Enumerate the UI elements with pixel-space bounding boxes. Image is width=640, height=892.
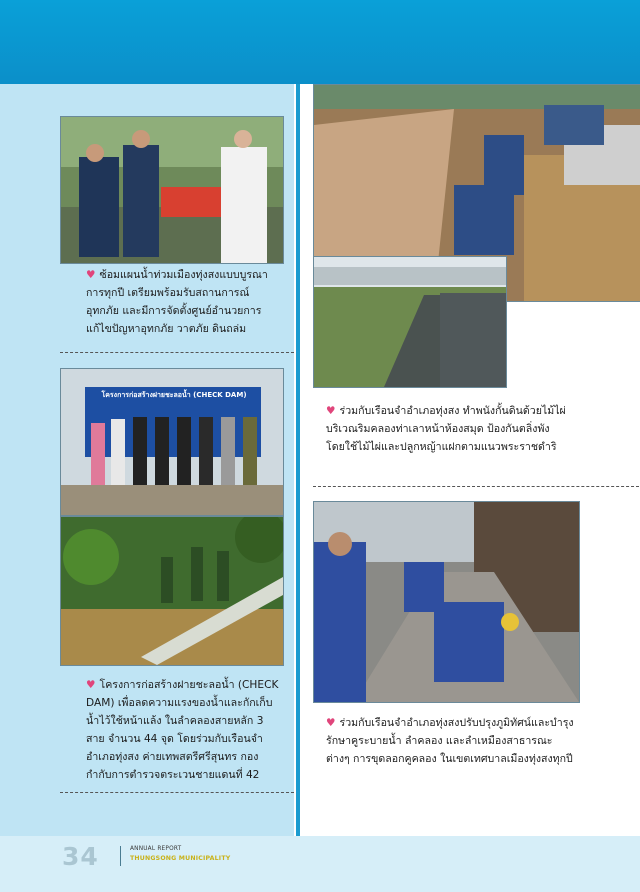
heart-icon: ♥ [86,269,96,281]
flood-drill-photo [60,116,284,264]
banner-text: โครงการก่อสร้างฝายชะลอน้ำ (CHECK DAM) [101,391,247,399]
caption-text: ร่วมกับเรือนจำอำเภอทุ่งสงปรับปรุงภูมิทัศน์และบำรุงรักษาคูระบายน้ำ ลำคลอง และลำเหมืองสาธารณะต่างๆ การขุดลอกคูคลอง ในเขตเทศบาลเมืองทุ่งสงทุกปี [326,717,574,765]
dashed-separator [313,486,639,487]
canal-view-photo [313,256,507,388]
check-dam-caption [86,676,280,784]
dashed-separator [60,352,294,353]
caption-text: โครงการก่อสร้างฝายชะลอน้ำ (CHECK DAM) เพื่อลดความแรงของน้ำและกักเก็บน้ำไว้ใช้หน้าแล้ง ในลำคลองสายหลัก 3 สาย จำนวน 44 จุด โดยร่วมกับเรือนจำอำเภอทุ่งสง ค่ายเทพสตรีศรีสุนทร กองกำกับการตำรวจตระเวนชายแดนที่ 42 [86,679,279,781]
page-number: 34 [62,842,99,871]
heart-icon: ♥ [326,405,336,417]
footer-separator [120,846,121,866]
check-dam-photo [60,516,284,666]
caption-text: ซ้อมแผนน้ำท่วมเมืองทุ่งสงแบบบูรณาการทุกปี เตรียมพร้อมรับสถานการณ์อุทกภัย และมีการจัดตั้งศูนย์อำนวยการแก้ไขปัญหาอุทกภัย วาตภัย ดินถล่ม [86,269,268,335]
caption-text: ร่วมกับเรือนจำอำเภอทุ่งสง ทำพนังกั้นดินด้วยไม้ไผ่ บริเวณริมคลองท่าเลาหน้าห้องสมุด ป้องกันตลิ่งพัง โดยใช้ไม้ไผ่และปลูกหญ้าแฝกตามแนวพระราชดำริ [326,405,566,453]
drainage-work-caption [326,714,576,768]
column-divider [296,84,300,836]
footer-report-label: ANNUAL REPORT [130,846,182,852]
ceremony-photo [60,368,284,516]
drainage-work-photo [313,501,580,703]
heart-icon: ♥ [326,717,336,729]
dashed-separator [60,792,294,793]
footer-municipality-label: THUNGSONG MUNICIPALITY [130,855,231,862]
top-banner [0,0,640,84]
flood-drill-caption [86,266,280,338]
bamboo-bank-caption [326,402,570,456]
heart-icon: ♥ [86,679,96,691]
